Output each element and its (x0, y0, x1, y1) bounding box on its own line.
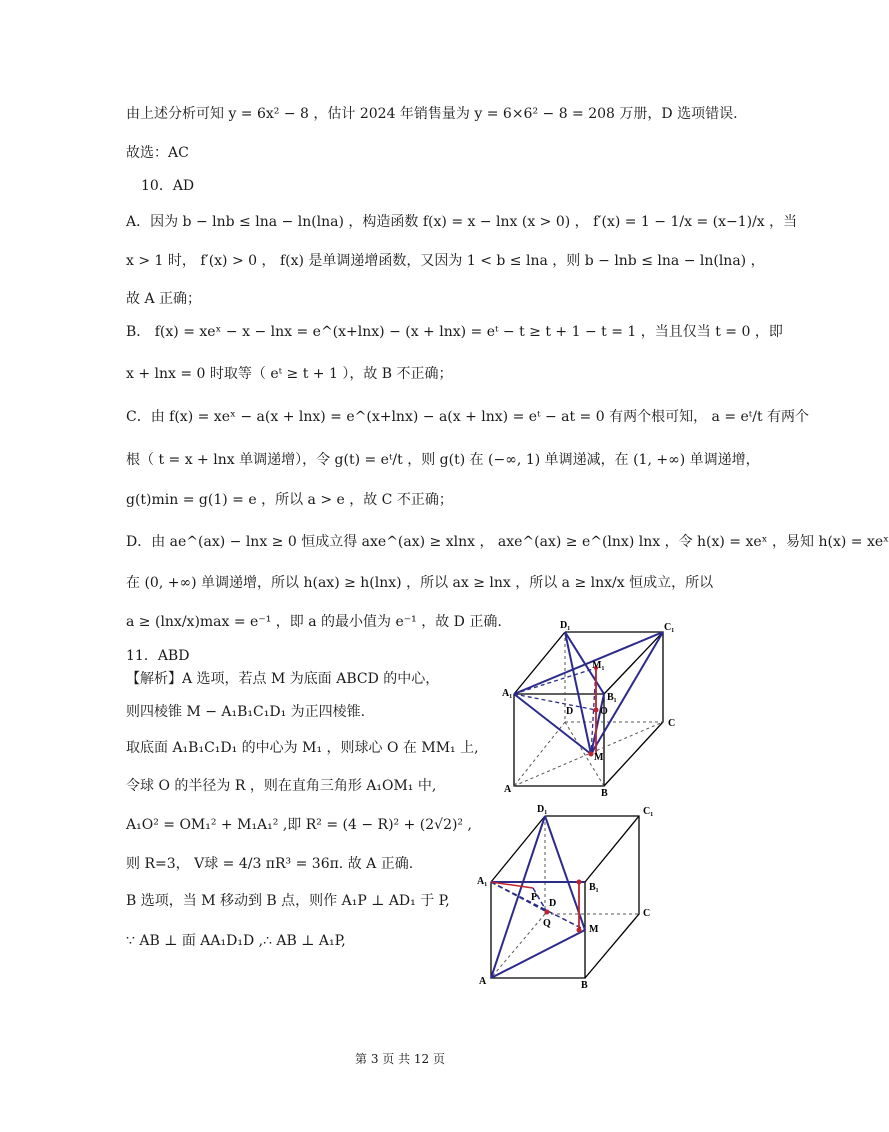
label-D1: D₁ (560, 620, 571, 631)
text-line-5: x > 1 时， f′(x) > 0 ， f(x) 是单调递增函数，又因为 1 < b ≤ lna ，则 b − lnb ≤ lna − ln(lna) ， (126, 253, 765, 269)
label2-B1: B₁ (589, 882, 599, 893)
label-D: D (566, 706, 574, 717)
label2-D1: D₁ (537, 804, 548, 815)
text-line-1: 由上述分析可知 y = 6x² − 8 ，估计 2024 年销售量为 y = 6×6² − 8 = 208 万册，D 选项错误. (126, 106, 738, 122)
label-O: O (600, 706, 608, 717)
label-M: M (594, 752, 604, 763)
label-A: A (504, 784, 512, 795)
text-line-22: B 选项，当 M 移动到 B 点，则作 A₁P ⊥ AD₁ 于 P, (126, 893, 450, 909)
text-line-6: 故 A 正确； (126, 291, 202, 307)
text-line-17: 则四棱锥 M − A₁B₁C₁D₁ 为正四棱锥. (126, 704, 366, 720)
text-line-23: ∵ AB ⊥ 面 AA₁D₁D ,∴ AB ⊥ A₁P, (126, 933, 346, 949)
text-line-16: 【解析】A 选项，若点 M 为底面 ABCD 的中心， (126, 671, 440, 687)
text-line-2: 故选：AC (126, 145, 189, 161)
cube-figure-1 (500, 618, 690, 798)
label-M1: M₁ (592, 660, 605, 671)
text-line-10: 根（ t = x + lnx 单调递增），令 g(t) = eᵗ/t ，则 g(t) 在 (−∞, 1) 单调递减，在 (1, +∞) 单调递增， (126, 452, 760, 468)
page-footer: 第 3 页 共 12 页 (355, 1052, 445, 1066)
text-line-4: A．因为 b − lnb ≤ lna − ln(lna) ，构造函数 f(x) = x − lnx (x > 0) ， f′(x) = 1 − 1/x = (x−1)/x ，当 (126, 214, 798, 230)
text-line-9: C．由 f(x) = xeˣ − a(x + lnx) = e^(x+lnx) − a(x + lnx) = eᵗ − at = 0 有两个根可知， a = eᵗ/t 有两个 (126, 409, 810, 425)
text-line-11: g(t)min = g(1) = e ，所以 a > e ，故 C 不正确； (126, 492, 453, 508)
label2-A1: A₁ (477, 876, 488, 887)
label-C1: C₁ (664, 622, 675, 633)
text-line-18: 取底面 A₁B₁C₁D₁ 的中心为 M₁ ，则球心 O 在 MM₁ 上, (126, 740, 479, 756)
label-C: C (668, 718, 676, 729)
text-line-21: 则 R=3， V球 = 4/3 πR³ = 36π. 故 A 正确. (126, 856, 414, 872)
label2-C1: C₁ (643, 806, 654, 817)
text-line-14: a ≥ (lnx/x)max = e⁻¹ ，即 a 的最小值为 e⁻¹ ，故 D 正确. (126, 614, 502, 630)
label-B1: B₁ (607, 692, 617, 703)
text-line-3: 10．AD (141, 178, 195, 194)
text-line-19: 令球 O 的半径为 R ，则在直角三角形 A₁OM₁ 中, (126, 778, 437, 794)
label-A1: A₁ (502, 688, 513, 699)
text-line-8: x + lnx = 0 时取等（ eᵗ ≥ t + 1 ），故 B 不正确； (126, 366, 453, 382)
text-line-15: 11．ABD (126, 648, 190, 664)
label2-Q: Q (543, 918, 551, 929)
label2-B: B (581, 980, 588, 991)
label-B: B (601, 788, 608, 799)
label2-C: C (643, 908, 651, 919)
text-line-7: B． f(x) = xeˣ − x − lnx = e^(x+lnx) − (x + lnx) = eᵗ − t ≥ t + 1 − t = 1 ，当且仅当 t = 0 ，即 (126, 324, 783, 340)
text-line-13: 在 (0, +∞) 单调递增，所以 h(ax) ≥ h(lnx) ，所以 ax ≥ lnx ，所以 a ≥ lnx/x 恒成立，所以 (126, 575, 714, 591)
text-line-12: D．由 ae^(ax) − lnx ≥ 0 恒成立得 axe^(ax) ≥ xlnx ， axe^(ax) ≥ e^(lnx) lnx ，令 h(x) = xeˣ ，易知 h(x) = xeˣ (126, 534, 889, 550)
label2-A: A (479, 976, 487, 987)
label2-D: D (549, 898, 557, 909)
label2-M: M (589, 924, 599, 935)
label2-P: P (531, 892, 538, 903)
text-line-20: A₁O² = OM₁² + M₁A₁² ,即 R² = (4 − R)² + (2√2)² , (126, 817, 472, 833)
cube-figure-2 (475, 802, 675, 992)
